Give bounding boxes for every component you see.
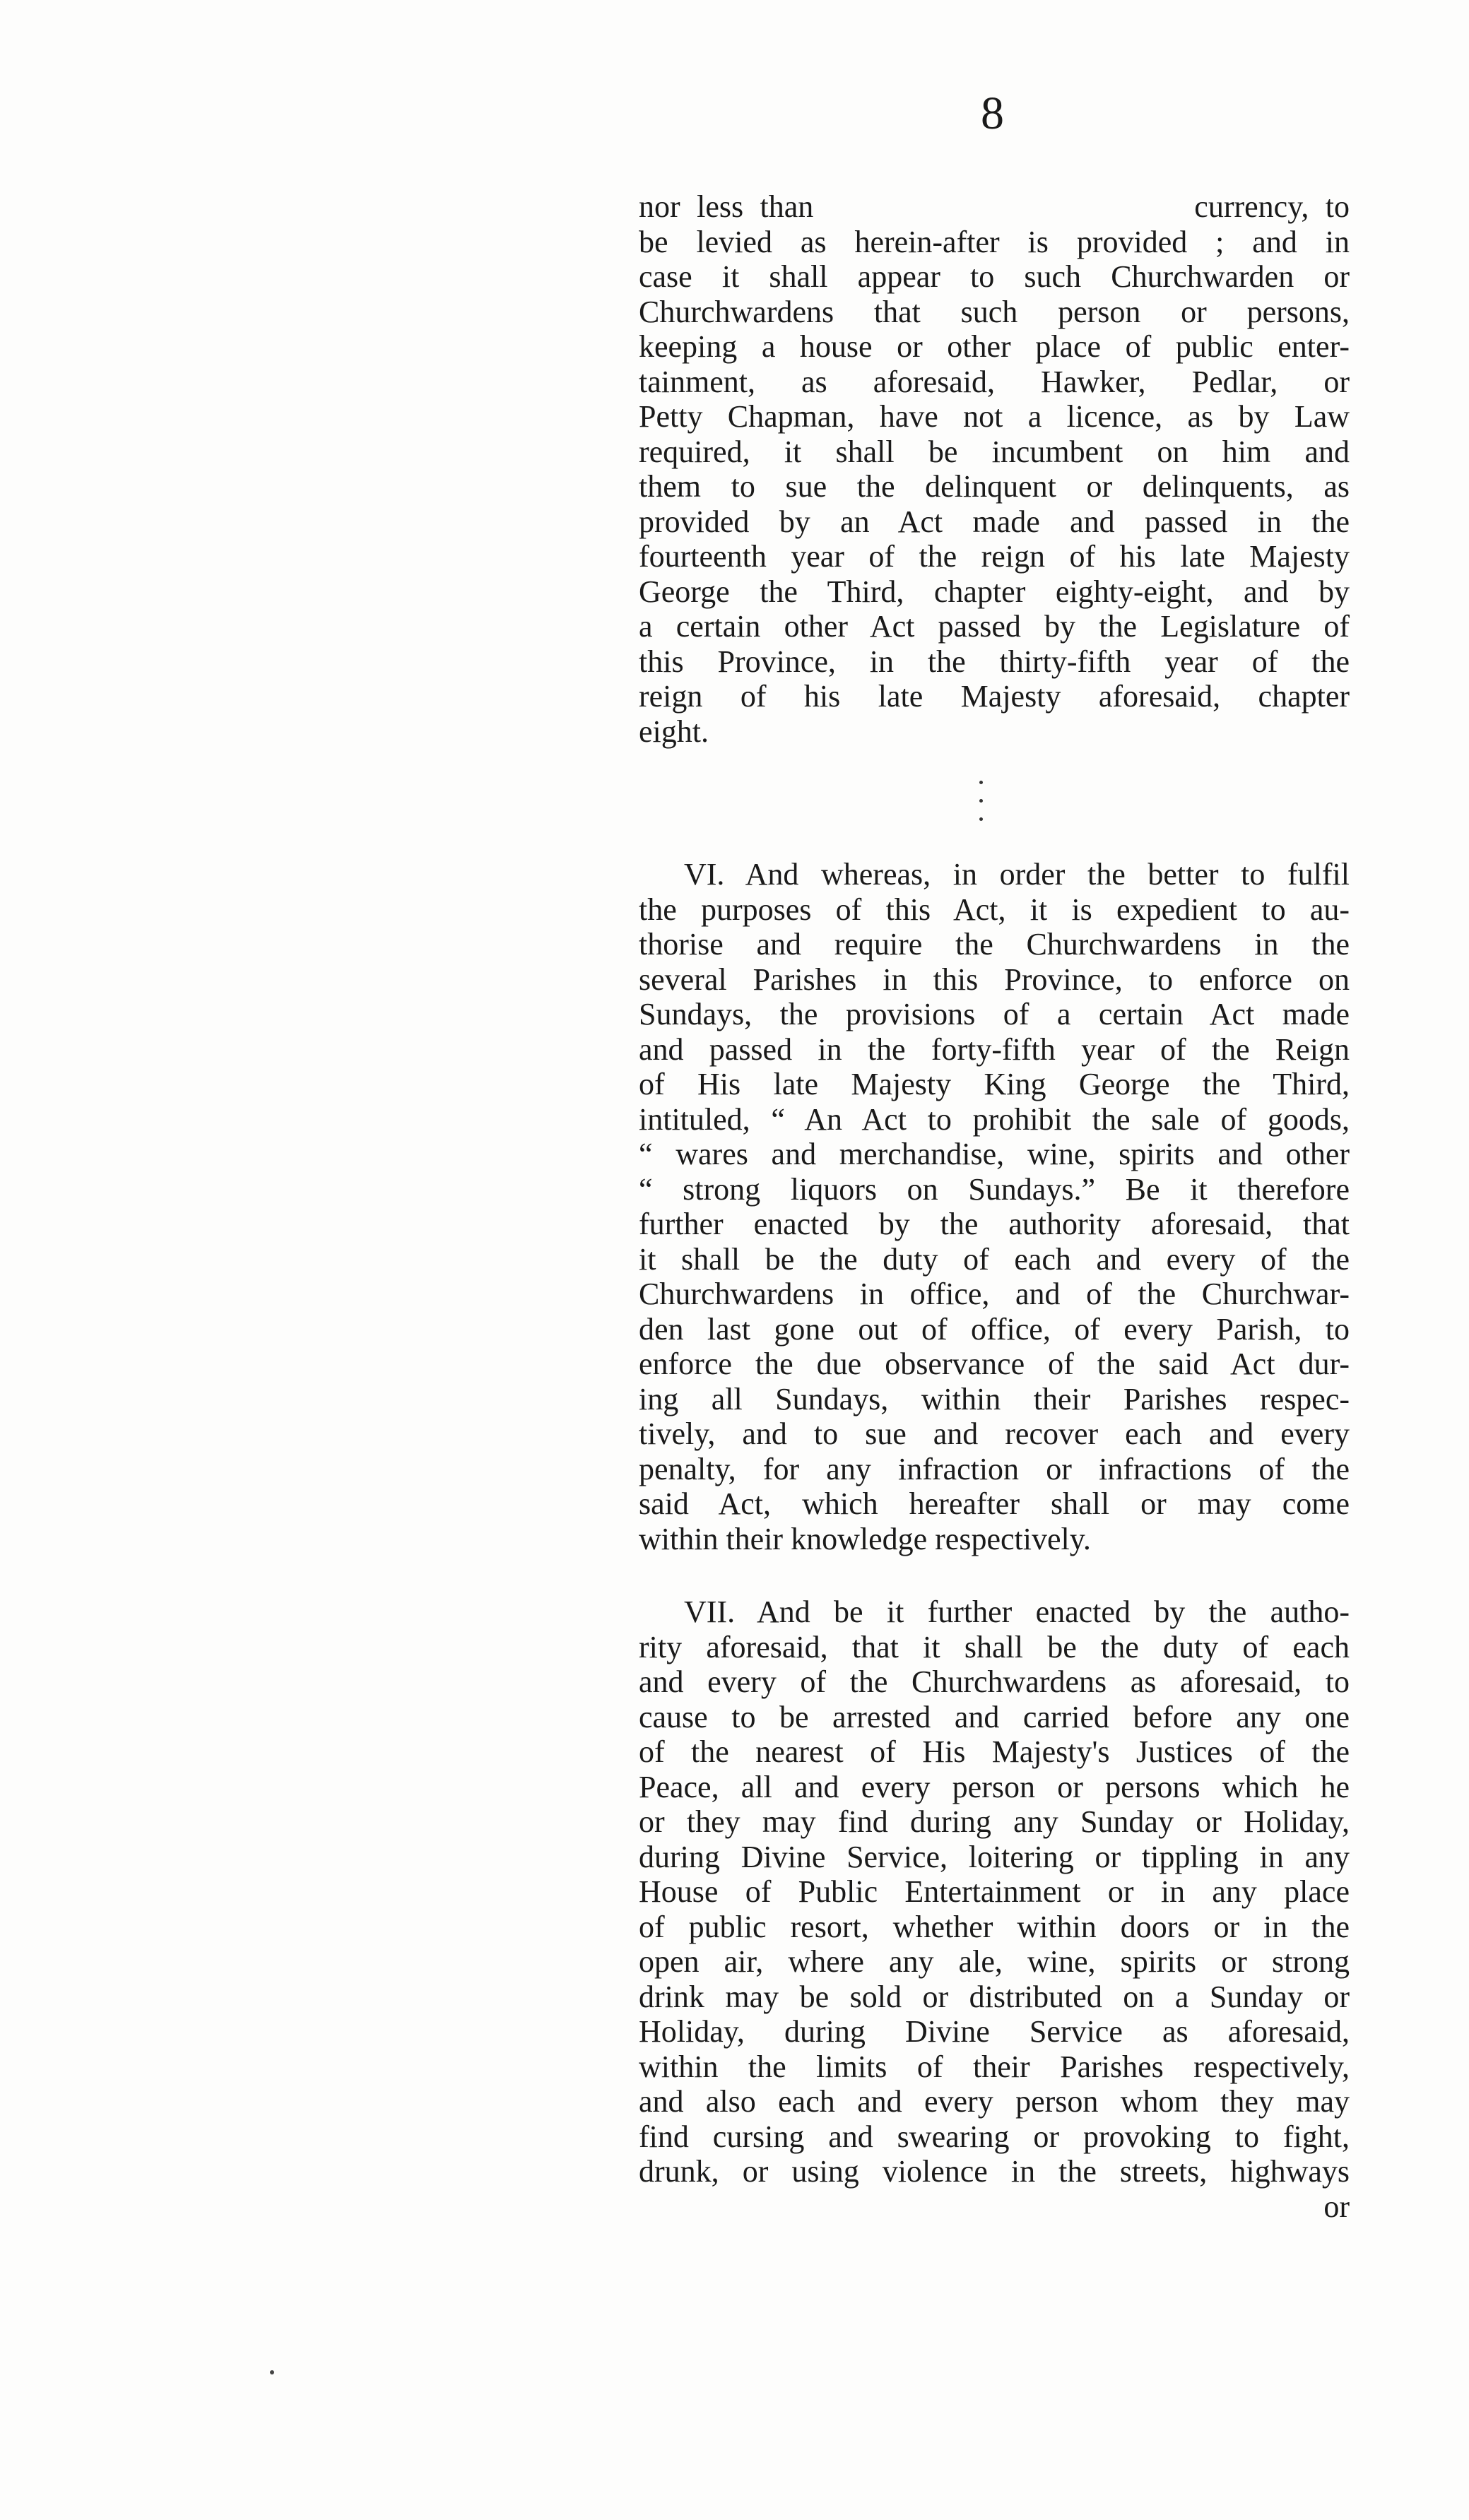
- text-line: Peace, all and every person or persons which he: [639, 1769, 1350, 1804]
- text-line: this Province, in the thirty-fifth year of the: [639, 644, 1350, 679]
- text-line: drink may be sold or distributed on a Sunday or: [639, 1979, 1350, 2014]
- text-line: of public resort, whether within doors or in the: [639, 1909, 1350, 1944]
- text-line: several Parishes in this Province, to enforce on: [639, 962, 1350, 997]
- text-line: said Act, which hereafter shall or may come: [639, 1486, 1350, 1521]
- text-line: the purposes of this Act, it is expedient to au-: [639, 892, 1350, 927]
- section-separator-dots: [978, 781, 985, 823]
- text-line: Churchwardens in office, and of the Churchwar-: [639, 1277, 1350, 1311]
- text-line: during Divine Service, loitering or tippling in any: [639, 1839, 1350, 1874]
- paragraph-fees-and-licence: [639, 189, 1350, 749]
- text-line: House of Public Entertainment or in any place: [639, 1874, 1350, 1909]
- text-line: be levied as herein-after is provided ; and in: [639, 224, 1350, 259]
- text-line: drunk, or using violence in the streets, highways: [639, 2154, 1350, 2189]
- text-line: within the limits of their Parishes respectively,: [639, 2049, 1350, 2084]
- text-line: cause to be arrested and carried before any one: [639, 1699, 1350, 1734]
- text-line: Petty Chapman, have not a licence, as by Law: [639, 399, 1350, 434]
- text-line: them to sue the delinquent or delinquents, as: [639, 469, 1350, 504]
- text-line: provided by an Act made and passed in the: [639, 504, 1350, 539]
- text-line: a certain other Act passed by the Legislature of: [639, 609, 1350, 644]
- text-line: and every of the Churchwardens as aforesaid, to: [639, 1664, 1350, 1699]
- text-line: fourteenth year of the reign of his late Majesty: [639, 539, 1350, 574]
- text-line: eight.: [639, 714, 709, 749]
- text-line: thorise and require the Churchwardens in the: [639, 927, 1350, 962]
- text-line: or they may find during any Sunday or Holiday,: [639, 1804, 1350, 1839]
- text-line: required, it shall be incumbent on him and: [639, 434, 1350, 469]
- text-line: within their knowledge respectively.: [639, 1521, 1091, 1556]
- page-number: 8: [981, 88, 1004, 139]
- text-line: find cursing and swearing or provoking to fight,: [639, 2119, 1350, 2154]
- text-line: tainment, as aforesaid, Hawker, Pedlar, or: [639, 364, 1350, 399]
- text-line: Churchwardens that such person or persons,: [639, 294, 1350, 329]
- paragraph-section-vi: [639, 857, 1350, 1556]
- text-line: den last gone out of office, of every Parish, to: [639, 1311, 1350, 1347]
- text-line: nor less than currency, to: [639, 189, 1350, 224]
- text-line: VII. And be it further enacted by the autho-: [684, 1595, 1350, 1629]
- text-line: Holiday, during Divine Service as aforesaid,: [639, 2014, 1350, 2049]
- text-line: further enacted by the authority aforesaid, that: [639, 1207, 1350, 1241]
- text-line: of His late Majesty King George the Third,: [639, 1067, 1350, 1101]
- text-line: of the nearest of His Majesty's Justices of the: [639, 1734, 1350, 1769]
- text-line: “ strong liquors on Sundays.” Be it therefore: [639, 1171, 1350, 1207]
- stray-ink-mark: [270, 2370, 274, 2374]
- text-line: George the Third, chapter eighty-eight, and by: [639, 574, 1350, 609]
- text-line: VI. And whereas, in order the better to fulfil: [684, 857, 1350, 892]
- text-line: enforce the due observance of the said Act dur-: [639, 1347, 1350, 1381]
- text-line: penalty, for any infraction or infractions of the: [639, 1451, 1350, 1486]
- text-line: it shall be the duty of each and every of the: [639, 1241, 1350, 1277]
- text-line: open air, where any ale, wine, spirits or strong: [639, 1944, 1350, 1979]
- catchword: or: [1323, 2189, 1350, 2224]
- text-line: Sundays, the provisions of a certain Act made: [639, 997, 1350, 1031]
- text-line: and also each and every person whom they may: [639, 2084, 1350, 2119]
- text-line: case it shall appear to such Churchwarden or: [639, 259, 1350, 294]
- paragraph-section-vii: [639, 1595, 1350, 2224]
- text-line: “ wares and merchandise, wine, spirits and other: [639, 1137, 1350, 1171]
- text-line: keeping a house or other place of public enter-: [639, 329, 1350, 364]
- text-line: intituled, “ An Act to prohibit the sale of goods,: [639, 1101, 1350, 1137]
- text-line: tively, and to sue and recover each and every: [639, 1416, 1350, 1451]
- text-line: rity aforesaid, that it shall be the duty of each: [639, 1629, 1350, 1664]
- text-line: and passed in the forty-fifth year of the Reign: [639, 1031, 1350, 1067]
- text-line: ing all Sundays, within their Parishes respec-: [639, 1381, 1350, 1416]
- text-line: reign of his late Majesty aforesaid, chapter: [639, 679, 1350, 714]
